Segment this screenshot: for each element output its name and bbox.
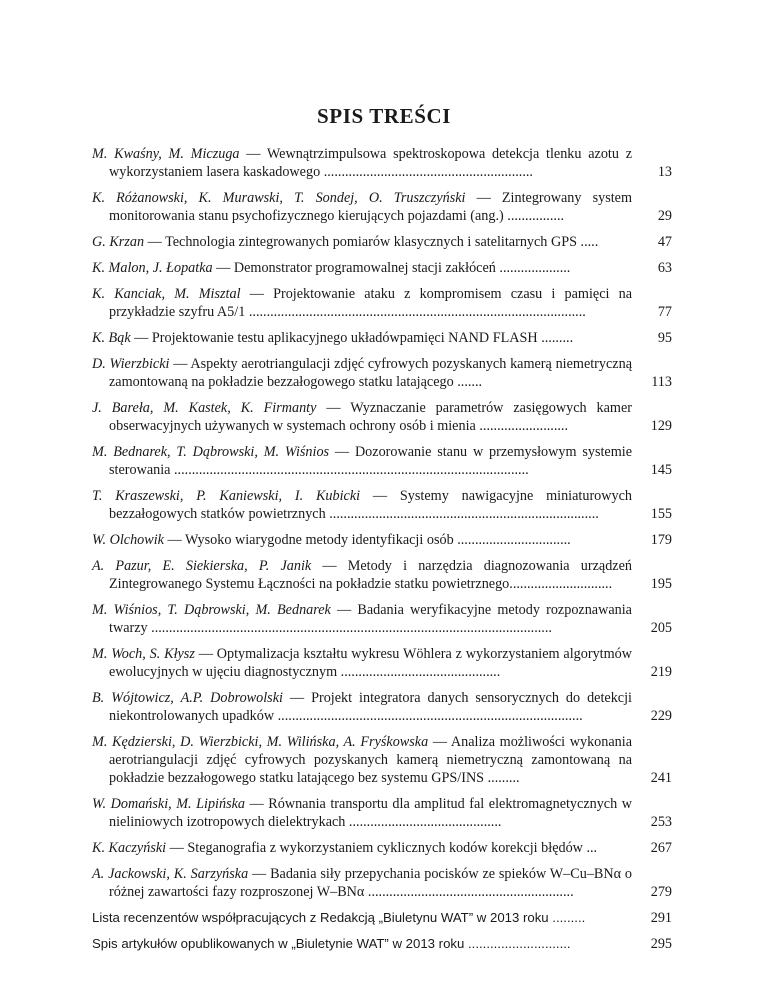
toc-entry-page-number: 29: [657, 208, 672, 224]
toc-entry-title: [92, 145, 632, 181]
toc-entry-page-number: 155: [650, 506, 672, 522]
toc-entry-page-number: 113: [651, 374, 672, 390]
toc-entry-page-number: 267: [650, 840, 672, 856]
toc-entry-page-number: 63: [657, 260, 672, 276]
toc-entry[interactable]: [92, 329, 672, 347]
toc-entry-page-number: 47: [657, 234, 672, 250]
toc-entry-page-number: 279: [650, 884, 672, 900]
toc-entry-text: — Systemy nawigacyjne miniaturowych bezzałogowych statków powietrznych ............................................................................: [109, 488, 632, 522]
toc-entry-authors: K. Kaczyński: [92, 840, 167, 856]
toc-entry-text: — Demonstrator programowalnej stacji zakłóceń ....................: [212, 260, 571, 276]
toc-entry-authors: M. Wiśnios, T. Dąbrowski, M. Bednarek: [92, 602, 331, 618]
toc-entry-page-number: 95: [657, 330, 672, 346]
toc-entry-text: — Wysoko wiarygodne metody identyfikacji osób ................................: [163, 532, 571, 548]
toc-entry[interactable]: [92, 233, 672, 251]
toc-entry-title: [92, 689, 632, 725]
toc-entry-authors: M. Bednarek, T. Dąbrowski, M. Wiśnios: [92, 444, 330, 460]
toc-entry-title: [92, 189, 632, 225]
toc-entry-text: — Technologia zintegrowanych pomiarów klasycznych i satelitarnych GPS .....: [144, 234, 599, 250]
toc-entry-title: [92, 645, 632, 681]
toc-entry[interactable]: [92, 909, 672, 927]
toc-entry-authors: T. Kraszewski, P. Kaniewski, I. Kubicki: [92, 488, 361, 504]
toc-entry[interactable]: [92, 733, 672, 787]
toc-entry[interactable]: [92, 601, 672, 637]
toc-entry-page-number: 13: [657, 164, 672, 180]
toc-entry-title: [92, 733, 632, 787]
toc-entry-text: — Optymalizacja kształtu wykresu Wöhlera z wykorzystaniem algorytmów ewolucyjnych w ujęciu diagnostycznym .............................................: [109, 646, 632, 680]
toc-entry-page-number: 195: [650, 576, 672, 592]
toc-entry-title: [92, 487, 632, 523]
toc-entry[interactable]: [92, 557, 672, 593]
toc-entry-text: Spis artykułów opublikowanych w „Biuletynie WAT” w 2013 roku ............................: [92, 936, 571, 951]
toc-entry-title: [92, 233, 632, 251]
toc-entry[interactable]: [92, 839, 672, 857]
toc-entry-authors: W. Domański, M. Lipińska: [92, 796, 246, 812]
toc-entry[interactable]: [92, 285, 672, 321]
toc-entry-authors: B. Wójtowicz, A.P. Dobrowolski: [92, 690, 283, 706]
toc-entry-authors: M. Kędzierski, D. Wierzbicki, M. Wilińska, A. Fryśkowska: [92, 734, 429, 750]
toc-entry[interactable]: [92, 399, 672, 435]
toc-entry-page-number: 219: [650, 664, 672, 680]
toc-entry[interactable]: [92, 531, 672, 549]
toc-entry-authors: J. Bareła, M. Kastek, K. Firmanty: [92, 400, 317, 416]
toc-entry-text: — Metody i narzędzia diagnozowania urządzeń Zintegrowanego Systemu Łączności na pokładzie statku powietrznego.............................: [109, 558, 632, 592]
toc-entry-text: — Wyznaczanie parametrów zasięgowych kamer obserwacyjnych używanych w systemach ochrony osób i mienia .........................: [109, 400, 632, 434]
toc-entry-page-number: 295: [650, 936, 672, 952]
toc-entry-text: — Równania transportu dla amplitud fal elektromagnetycznych w nieliniowych izotropowych dielektrykach ...........................................: [109, 796, 632, 830]
toc-entry-title: [92, 601, 632, 637]
toc-entry-title: [92, 839, 632, 857]
toc-entry-text: Lista recenzentów współpracujących z Redakcją „Biuletynu WAT” w 2013 roku .........: [92, 910, 586, 925]
toc-entry-text: — Badania siły przepychania pocisków ze spieków W–Cu–BNα o różnej zawartości fazy rozproszonej W–BNα ..........................................................: [109, 866, 633, 900]
toc-entry[interactable]: [92, 487, 672, 523]
toc-entry-text: — Projekt integratora danych sensorycznych do detekcji niekontrolowanych upadków ......................................................................................: [109, 690, 632, 724]
toc-entry-title: [92, 285, 632, 321]
toc-entry-text: — Projektowanie ataku z kompromisem czasu i pamięci na przykładzie szyfru A5/1 ...............................................................................................: [109, 286, 633, 320]
toc-entry-title: [92, 355, 632, 391]
toc-entry-title: [92, 399, 632, 435]
toc-entry-authors: M. Woch, S. Kłysz: [92, 646, 195, 662]
toc-entry-page-number: 241: [650, 770, 672, 786]
toc-entry-text: — Zintegrowany system monitorowania stanu psychofizycznego kierujących pojazdami (ang.) ................: [109, 190, 632, 224]
toc-entry-title: [92, 865, 632, 901]
toc-entry-title: [92, 259, 632, 277]
toc-entry-authors: M. Kwaśny, M. Miczuga: [92, 146, 240, 162]
toc-entry-text: — Badania weryfikacyjne metody rozpoznawania twarzy .................................................................................................................: [109, 602, 632, 636]
toc-entry[interactable]: [92, 935, 672, 953]
toc-entry[interactable]: [92, 189, 672, 225]
toc-entry-authors: K. Malon, J. Łopatka: [92, 260, 213, 276]
toc-entry-title: [92, 329, 632, 347]
toc-entry[interactable]: [92, 145, 672, 181]
toc-entry-title: [92, 531, 632, 549]
toc-entry[interactable]: [92, 689, 672, 725]
toc-entry-title: [92, 909, 632, 927]
toc-entry-text: — Aspekty aerotriangulacji zdjęć cyfrowych pozyskanych kamerą niemetryczną zamontowaną na pokładzie bezzałogowego statku latającego .......: [109, 356, 632, 390]
toc-entry-authors: A. Jackowski, K. Sarzyńska: [92, 866, 249, 882]
toc-entry-page-number: 205: [650, 620, 672, 636]
toc-entry-authors: A. Pazur, E. Siekierska, P. Janik: [92, 558, 312, 574]
toc-entry-text: — Steganografia z wykorzystaniem cyklicznych kodów korekcji błędów ...: [166, 840, 598, 856]
toc-entry[interactable]: [92, 795, 672, 831]
toc-entry-authors: W. Olchowik: [92, 532, 164, 548]
toc-entry[interactable]: [92, 865, 672, 901]
toc-entry-authors: K. Kanciak, M. Misztal: [92, 286, 241, 302]
toc-entry-title: [92, 557, 632, 593]
toc-entry[interactable]: [92, 443, 672, 479]
toc-entry-page-number: 229: [650, 708, 672, 724]
toc-entry-page-number: 77: [657, 304, 672, 320]
toc-entry-title: [92, 443, 632, 479]
toc-entry-text: — Wewnątrzimpulsowa spektroskopowa detekcja tlenku azotu z wykorzystaniem lasera kaskadowego ...........................................................: [109, 146, 632, 180]
toc-entry-page-number: 253: [650, 814, 672, 830]
toc-entry-text: — Projektowanie testu aplikacyjnego układówpamięci NAND FLASH .........: [130, 330, 574, 346]
toc-entry-title: [92, 935, 632, 953]
toc-entry-text: — Dozorowanie stanu w przemysłowym systemie sterowania ....................................................................................................: [109, 444, 632, 478]
toc-entry-page-number: 145: [650, 462, 672, 478]
toc-entry-authors: D. Wierzbicki: [92, 356, 170, 372]
toc-entry-page-number: 291: [650, 910, 672, 926]
toc-entry-page-number: 129: [650, 418, 672, 434]
toc-entry-page-number: 179: [650, 532, 672, 548]
table-of-contents: [92, 145, 672, 961]
toc-entry[interactable]: [92, 645, 672, 681]
toc-entry-authors: K. Różanowski, K. Murawski, T. Sondej, O. Truszczyński: [92, 190, 466, 206]
toc-entry-authors: K. Bąk: [92, 330, 131, 346]
toc-entry[interactable]: [92, 355, 672, 391]
toc-entry[interactable]: [92, 259, 672, 277]
page-title: SPIS TREŚCI: [316, 104, 452, 128]
toc-entry-title: [92, 795, 632, 831]
toc-entry-text: — Analiza możliwości wykonania aerotriangulacji zdjęć cyfrowych pozyskanych kamerą niemetryczną zamontowaną na pokładzie bezzałogowego statku latającego bez systemu GPS/INS .........: [109, 734, 632, 786]
toc-entry-authors: G. Krzan: [92, 234, 145, 250]
